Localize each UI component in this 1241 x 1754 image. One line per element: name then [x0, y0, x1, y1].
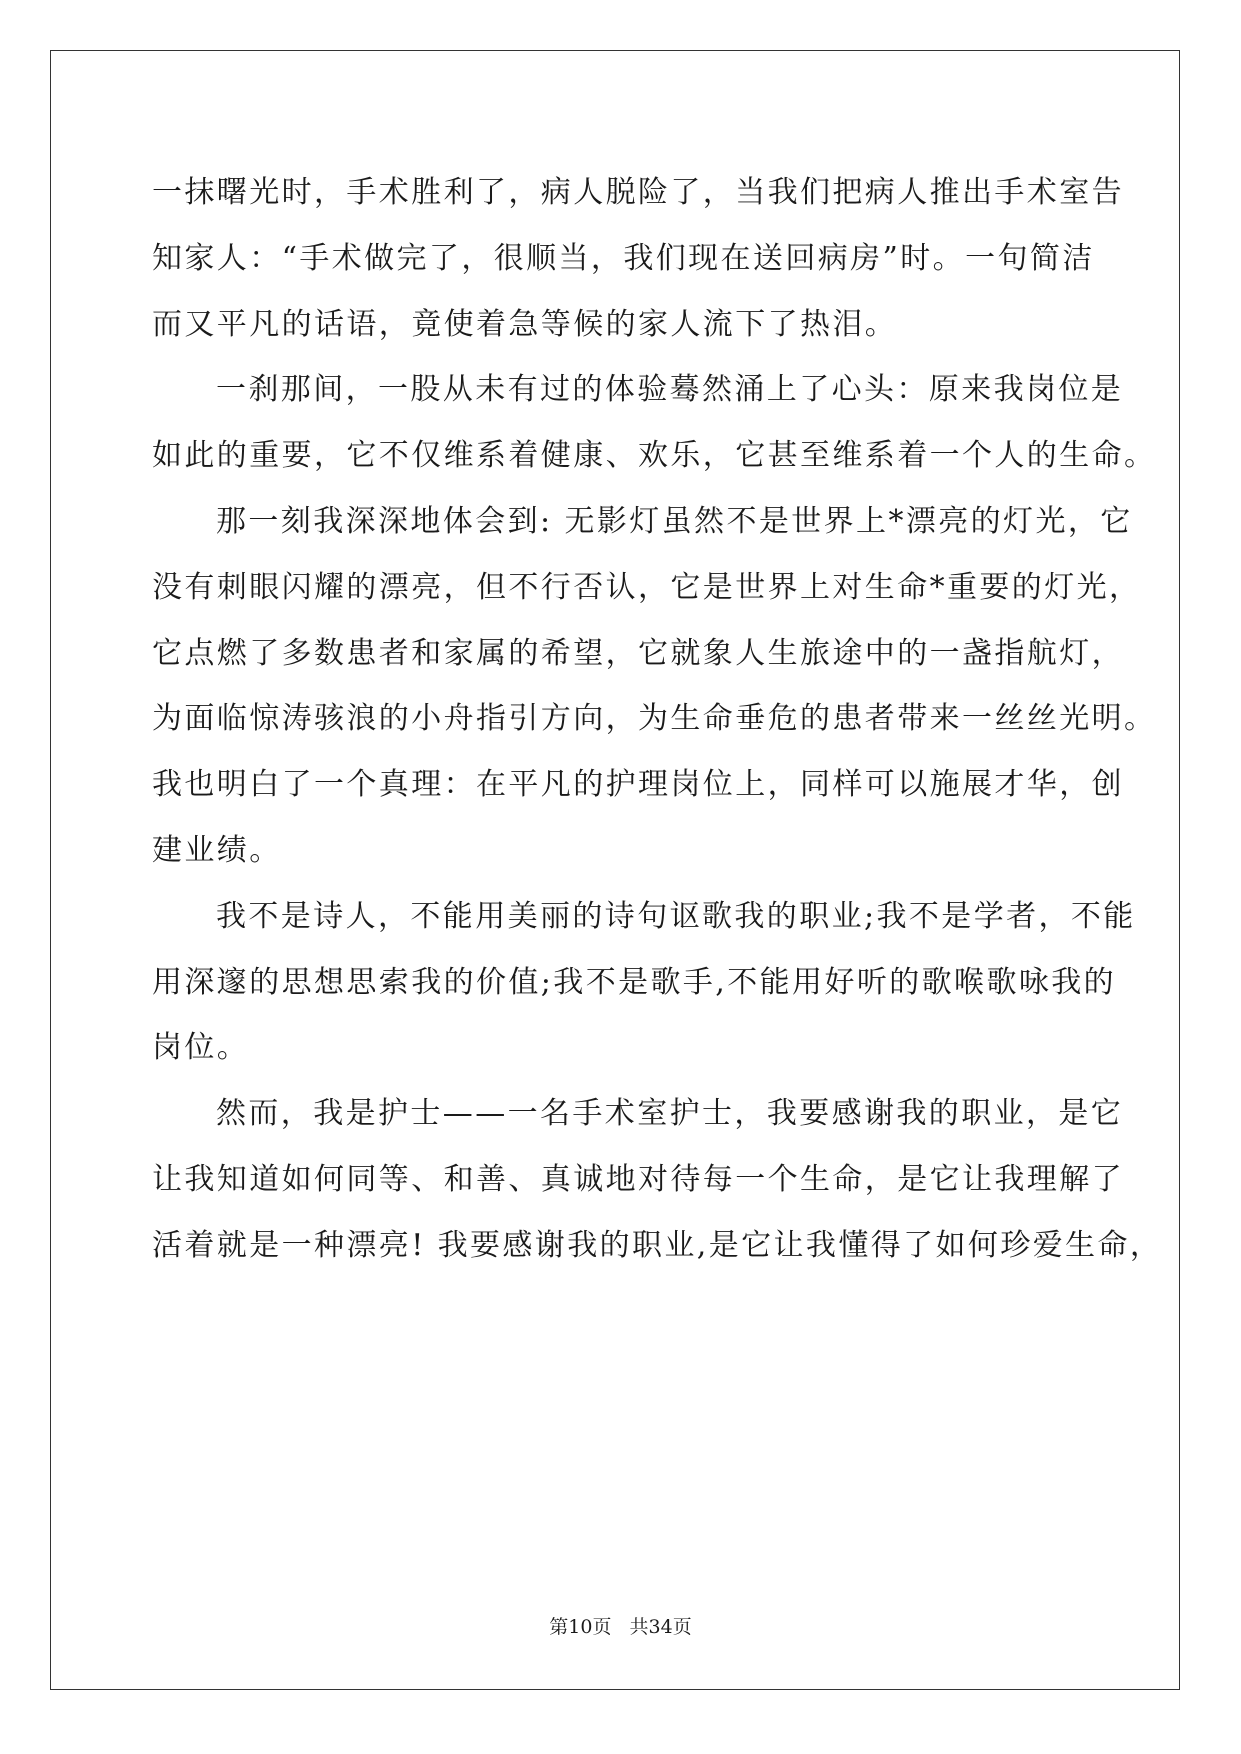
page-footer [0, 1612, 1241, 1639]
text-line: 建业绩。 [152, 832, 282, 868]
text-line: 它点燃了多数患者和家属的希望，它就象人生旅途中的一盏指航灯， [152, 635, 1124, 671]
page-number: 第10页 [549, 1616, 612, 1638]
text-line: 没有刺眼闪耀的漂亮，但不行否认，它是世界上对生命*重要的灯光， [152, 569, 1142, 605]
text-line: 那一刻我深深地体会到: 无影灯虽然不是世界上*漂亮的灯光，它 [216, 503, 1133, 539]
text-line: 而又平凡的话语，竟使着急等候的家人流下了热泪。 [152, 306, 898, 342]
text-line: 一刹那间，一股从未有过的体验蓦然涌上了心头：原来我岗位是 [216, 372, 1124, 408]
document-body [152, 160, 1163, 1279]
text-line: 岗位。 [152, 1030, 250, 1066]
text-line: 让我知道如何同等、和善、真诚地对待每一个生命，是它让我理解了 [152, 1161, 1124, 1197]
text-line: 知家人：“手术做完了，很顺当，我们现在送回病房”时。一句简洁 [152, 240, 1095, 276]
text-line: 我不是诗人，不能用美丽的诗句讴歌我的职业;我不是学者，不能 [216, 898, 1136, 934]
text-line: 用深邃的思想思索我的价值;我不是歌手,不能用好听的歌喉歌咏我的 [152, 964, 1117, 1000]
text-line: 一抹曙光时，手术胜利了，病人脱险了，当我们把病人推出手术室告 [152, 175, 1124, 210]
text-line: 如此的重要，它不仅维系着健康、欢乐，它甚至维系着一个人的生命。 [152, 438, 1157, 474]
text-line: 我也明白了一个真理：在平凡的护理岗位上，同样可以施展才华，创 [152, 767, 1124, 803]
page-total: 共34页 [629, 1616, 692, 1638]
text-line: 为面临惊涛骇浪的小舟指引方向，为生命垂危的患者带来一丝丝光明。 [152, 701, 1157, 737]
text-line: 然而，我是护士——一名手术室护士，我要感谢我的职业，是它 [216, 1096, 1124, 1132]
text-line: 活着就是一种漂亮! 我要感谢我的职业,是它让我懂得了如何珍爱生命， [152, 1227, 1163, 1263]
